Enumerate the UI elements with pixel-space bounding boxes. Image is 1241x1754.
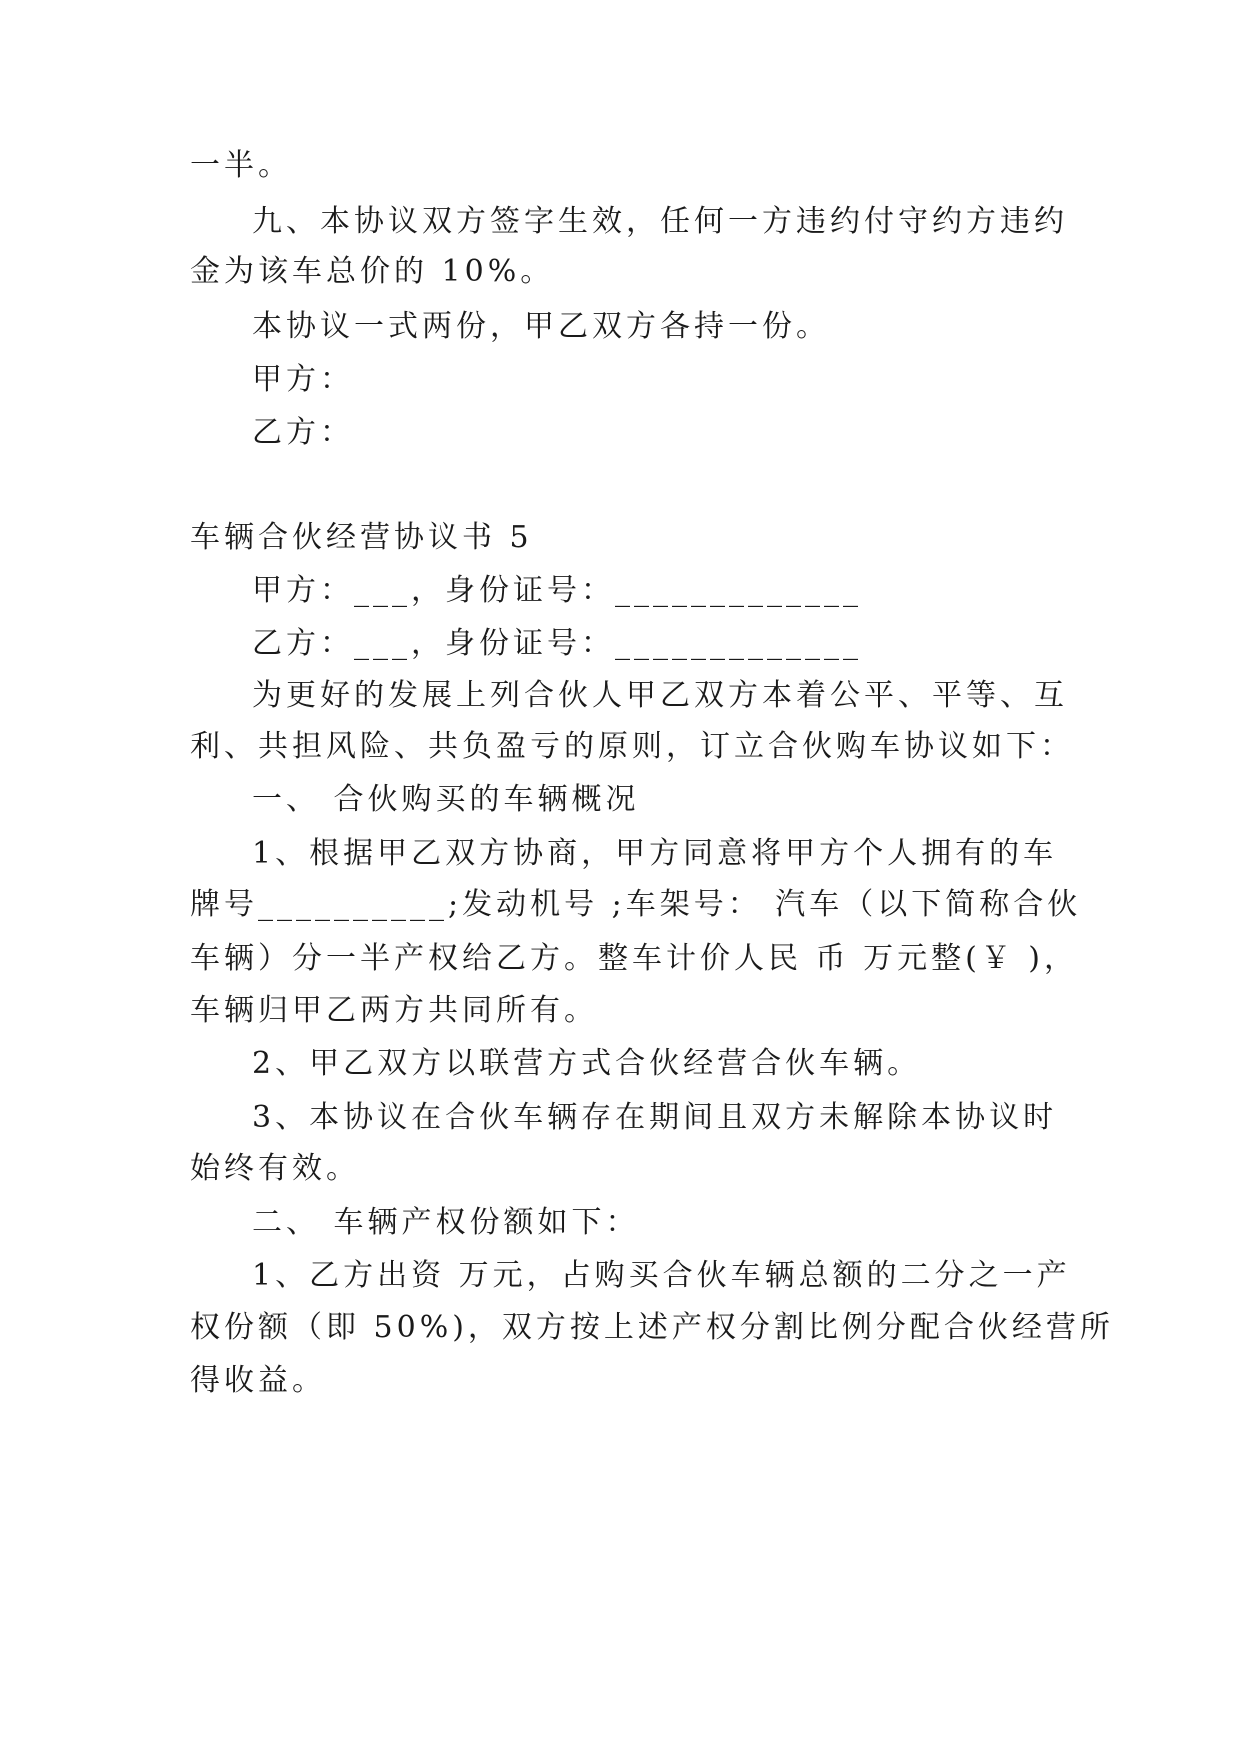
- item-3-line-1: 3、本协议在合伙车辆存在期间且双方未解除本协议时: [252, 1100, 1058, 1135]
- party-a-signature-label: 甲方：: [252, 362, 354, 397]
- item-2-line: 2、甲乙双方以联营方式合伙经营合伙车辆。: [252, 1046, 922, 1081]
- preamble-line-2: 利、共担风险、共负盈亏的原则，订立合伙购车协议如下：: [190, 729, 1074, 764]
- item-3-line-2: 始终有效。: [190, 1151, 360, 1186]
- share-item-1-line-3: 得收益。: [190, 1363, 326, 1398]
- share-item-1-line-2: 权份额（即 50%)，双方按上述产权分割比例分配合伙经营所: [190, 1310, 1114, 1345]
- heading-vehicle-overview: 一、 合伙购买的车辆概况: [252, 782, 640, 817]
- section-title: 车辆合伙经营协议书 5: [190, 520, 533, 555]
- item-1-line-4: 车辆归甲乙两方共同所有。: [190, 993, 598, 1028]
- clause-nine-line-2: 金为该车总价的 10%。: [190, 254, 555, 289]
- party-b-signature-label: 乙方：: [252, 415, 354, 450]
- text-line-continuation: 一半。: [190, 148, 292, 183]
- clause-nine-line-1: 九、本协议双方签字生效，任何一方违约付守约方违约: [252, 204, 1068, 239]
- item-1-line-2: 牌号__________;发动机号 ;车架号： 汽车（以下简称合伙: [190, 887, 1082, 922]
- item-1-line-3: 车辆）分一半产权给乙方。整车计价人民 币 万元整(￥ )，: [190, 941, 1079, 976]
- item-1-line-1: 1、根据甲乙双方协商，甲方同意将甲方个人拥有的车: [252, 836, 1058, 871]
- preamble-line-1: 为更好的发展上列合伙人甲乙双方本着公平、平等、互: [252, 678, 1068, 713]
- share-item-1-line-1: 1、乙方出资 万元，占购买合伙车辆总额的二分之一产: [252, 1258, 1071, 1293]
- party-b-id-line: 乙方：___，身份证号：_____________: [252, 626, 862, 661]
- heading-ownership-shares: 二、 车辆产权份额如下：: [252, 1205, 640, 1240]
- copies-statement: 本协议一式两份，甲乙双方各持一份。: [252, 309, 830, 344]
- party-a-id-line: 甲方：___，身份证号：_____________: [252, 573, 862, 608]
